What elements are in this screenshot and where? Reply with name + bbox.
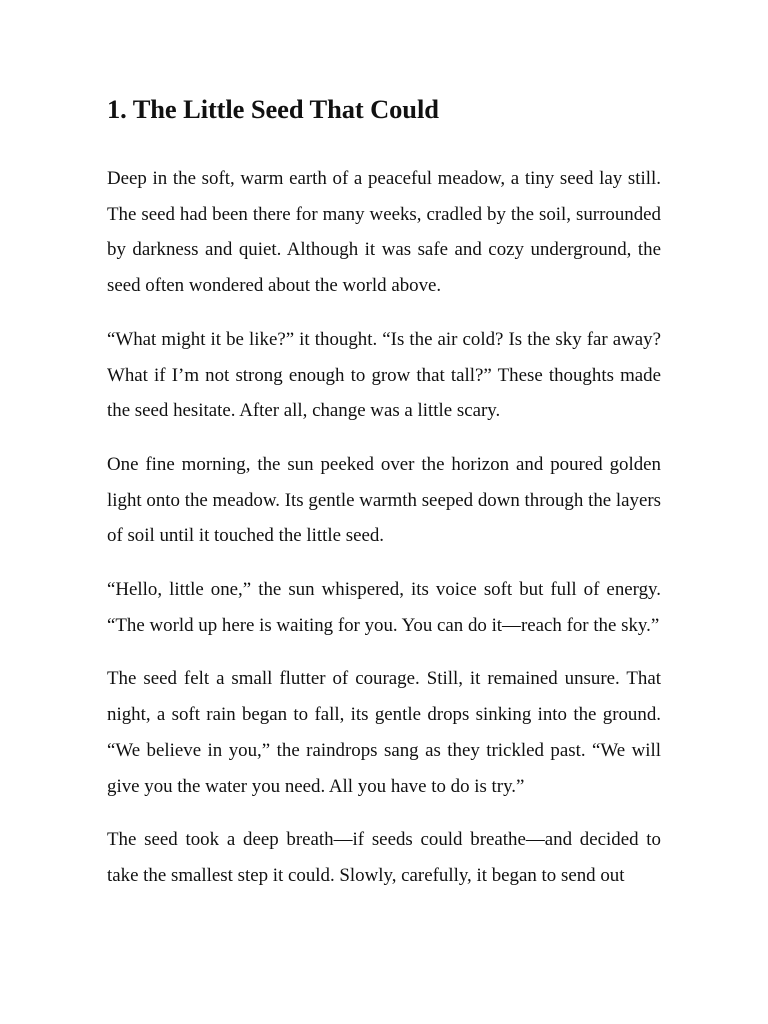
story-paragraph-1: Deep in the soft, warm earth of a peaceful meadow, a tiny seed lay still. The seed had been there for many weeks, cradled by the soil, surrounded by darkness and quiet. Although it was safe and cozy underground, the seed often wondered about the world above.: [107, 168, 661, 297]
story-paragraph-3: One fine morning, the sun peeked over the horizon and poured golden light onto the meadow. Its gentle warmth seeped down through the layers of soil until it touched the little seed.: [107, 453, 661, 547]
chapter-title: 1. The Little Seed That Could: [107, 94, 439, 124]
story-paragraph-5: The seed felt a small flutter of courage. Still, it remained unsure. That night, a soft rain began to fall, its gentle drops sinking into the ground. “We believe in you,” the raindrops sang as they trickled past. “We will give you the water you need. All you have to do is try.”: [107, 668, 661, 797]
story-paragraph-4: “Hello, little one,” the sun whispered, its voice soft but full of energy. “The world up here is waiting for you. You can do it—reach for the sky.”: [107, 579, 661, 636]
story-paragraph-6: The seed took a deep breath—if seeds could breathe—and decided to take the smallest step it could. Slowly, carefully, it began to send out: [107, 829, 661, 886]
story-content: [107, 86, 661, 912]
story-paragraph-2: “What might it be like?” it thought. “Is the air cold? Is the sky far away? What if I’m not strong enough to grow that tall?” These thoughts made the seed hesitate. After all, change was a little scary.: [107, 328, 661, 422]
